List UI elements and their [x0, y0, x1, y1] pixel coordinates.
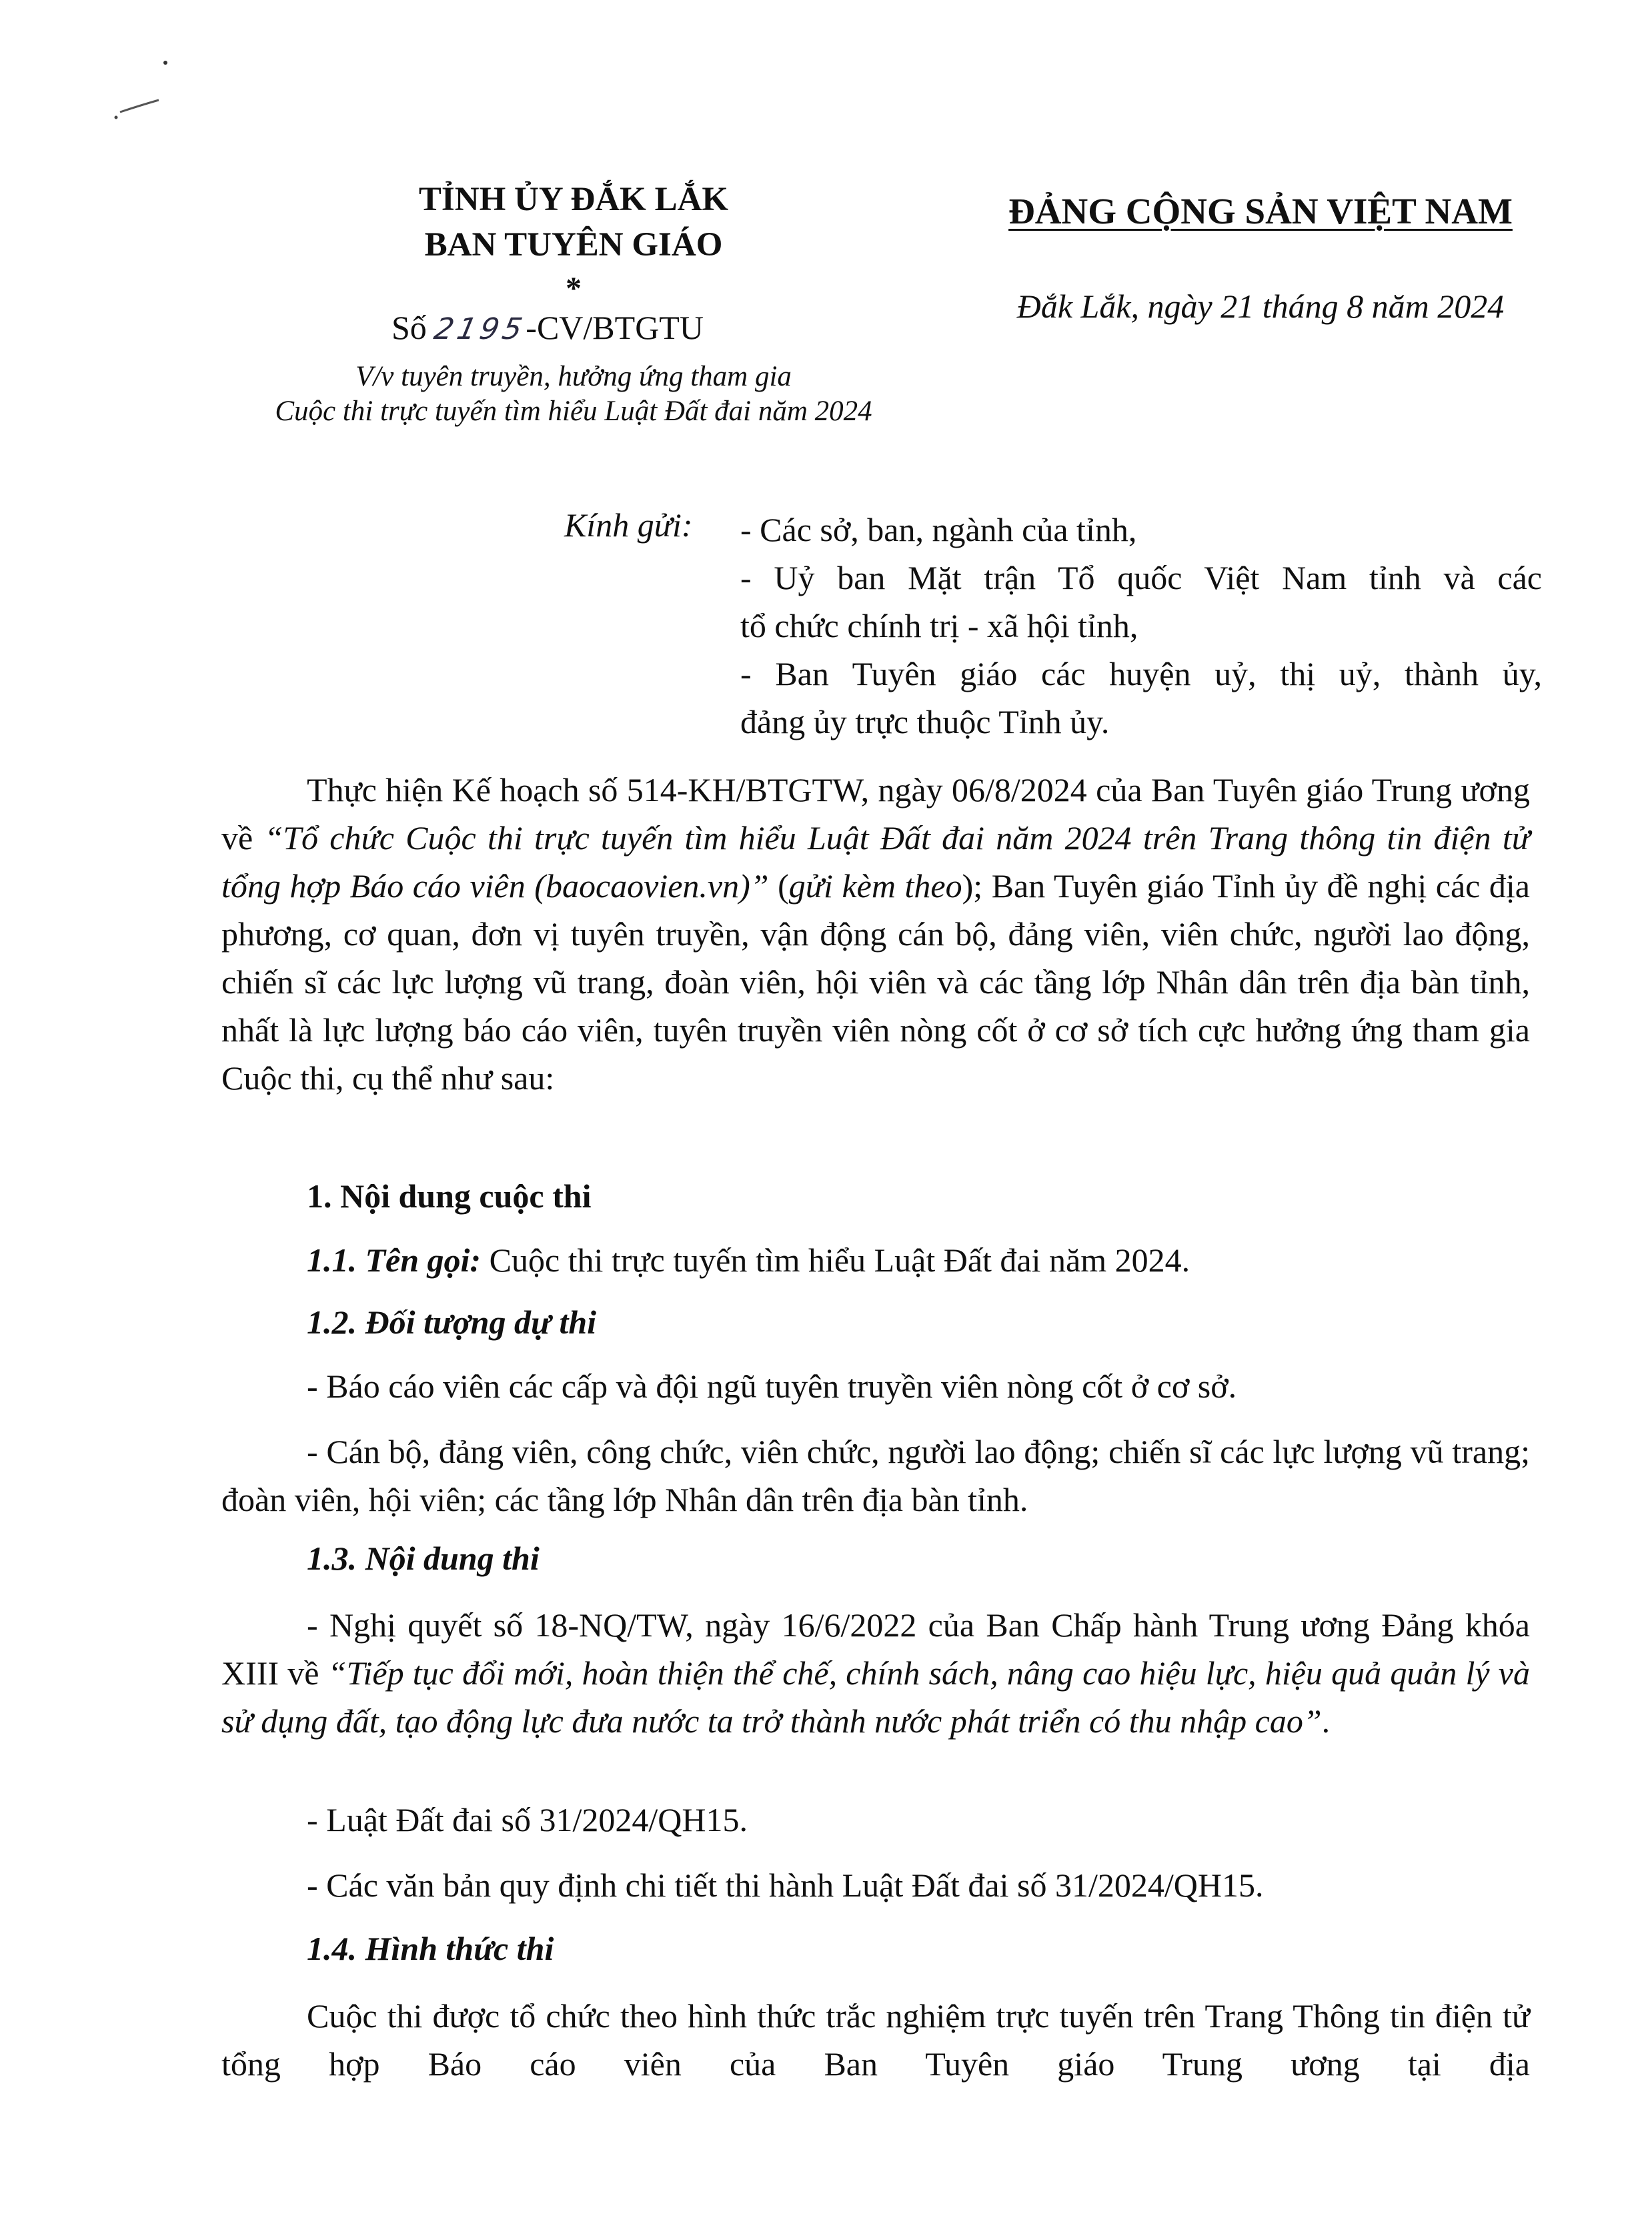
section-1-3-item: - Luật Đất đai số 31/2024/QH15. — [307, 1801, 748, 1838]
party-name — [967, 190, 1554, 232]
section-1-3-item-quote: “Tiếp tục đổi mới, hoàn thiện thể chế, chính sách, nâng cao hiệu lực, hiệu quả quản lý và sử dụng đất, tạo động lực đưa nước ta trở thành nước phát triển có thu nhập cao” — [221, 1654, 1530, 1740]
section-1-2-item: - Cán bộ, đảng viên, công chức, viên chức, người lao động; chiến sĩ các lực lượng vũ trang; đoàn viên, hội viên; các tầng lớp Nhân dân trên địa bàn tỉnh. — [221, 1433, 1530, 1518]
subject-line-1: V/v tuyên truyền, hưởng ứng tham gia — [355, 361, 792, 392]
number-prefix: Số — [391, 309, 427, 346]
section-1-3-item-end: . — [1321, 1702, 1331, 1740]
recipient-item: tổ chức chính trị - xã hội tỉnh, — [740, 607, 1138, 644]
recipients-label: Kính gửi: — [564, 506, 693, 544]
handwritten-number: 2195 — [431, 312, 530, 346]
section-1-heading: 1. Nội dung cuộc thi — [307, 1177, 592, 1215]
section-1-1-text: Cuộc thi trực tuyến tìm hiểu Luật Đất đai năm 2024. — [481, 1241, 1190, 1279]
section-1-2-heading — [221, 1298, 1615, 1346]
intro-text: Thực hiện Kế hoạch số 514-KH/BTGTW, ngày 06/8/2024 của Ban Tuyên giáo Trung ương về — [221, 771, 1530, 857]
section-1-4-heading — [221, 1924, 1615, 1973]
intro-text: ( — [768, 867, 789, 905]
recipient-item: - Ban Tuyên giáo các huyện uỷ, thị uỷ, thành ủy, — [740, 655, 1542, 692]
intro-text: ); Ban Tuyên giáo Tỉnh ủy đề nghị các địa phương, cơ quan, đơn vị tuyên truyền, vận động cán bộ, đảng viên, viên chức, người lao động, chiến sĩ các lực lượng vũ trang, đoàn viên, hội viên và các tầng lớp Nhân dân trên địa bàn tỉnh, nhất là lực lượng báo cáo viên, tuyên truyền viên nòng cốt ở cơ sở tích cực hưởng ứng tham gia Cuộc thi, cụ thể như sau: — [221, 867, 1530, 1097]
section-1-4-title: 1.4. Hình thức thi — [307, 1930, 554, 1967]
section-1-4-text: Cuộc thi được tổ chức theo hình thức trắc nghiệm trực tuyến trên Trang Thông tin điện tử tổng hợp Báo cáo viên của Ban Tuyên giáo Trung ương tại địa — [221, 1997, 1530, 2083]
section-1-3-item — [221, 1601, 1530, 1745]
section-1-3-item-text: - Nghị quyết số 18-NQ/TW, ngày 16/6/2022 của Ban Chấp hành Trung ương Đảng khóa XIII về — [221, 1606, 1530, 1692]
scan-marks — [100, 53, 193, 133]
document-number — [391, 308, 704, 347]
section-1-1-label: 1.1. Tên gọi: — [307, 1241, 482, 1279]
section-1-2-item: - Báo cáo viên các cấp và đội ngũ tuyên truyền viên nòng cốt ở cơ sở. — [307, 1367, 1237, 1405]
intro-paragraph — [221, 766, 1530, 1102]
issuer-star: * — [566, 271, 582, 306]
section-1-3-heading — [221, 1534, 1615, 1582]
section-1-3-title: 1.3. Nội dung thi — [307, 1540, 540, 1577]
section-1-2-title: 1.2. Đối tượng dự thi — [307, 1303, 597, 1341]
issuer-dept: BAN TUYÊN GIÁO — [424, 226, 723, 263]
section-1-1 — [221, 1236, 1615, 1284]
place-date: Đắk Lắk, ngày 21 tháng 8 năm 2024 — [1016, 288, 1505, 325]
number-suffix: -CV/BTGTU — [526, 309, 704, 346]
subject-line-2: Cuộc thi trực tuyến tìm hiểu Luật Đất đai năm 2024 — [275, 396, 872, 427]
recipient-item: đảng ủy trực thuộc Tỉnh ủy. — [740, 703, 1110, 740]
section-1-3-item: - Các văn bản quy định chi tiết thi hành Luật Đất đai số 31/2024/QH15. — [307, 1866, 1264, 1904]
party-name-text: ĐẢNG CỘNG SẢN VIỆT NAM — [1008, 191, 1513, 231]
recipient-item: - Uỷ ban Mặt trận Tổ quốc Việt Nam tỉnh và các — [740, 559, 1542, 596]
recipient-item: - Các sở, ban, ngành của tỉnh, — [740, 511, 1137, 548]
recipients-list — [740, 506, 1542, 746]
issuer-org: TỈNH ỦY ĐẮK LẮK — [418, 181, 729, 218]
intro-quote: “Tổ chức Cuộc thi trực tuyến tìm hiểu Luật Đất đai năm 2024 trên Trang thông tin điện tử tổng hợp Báo cáo viên (baocaovien.vn)” — [221, 819, 1530, 905]
intro-attached-note: gửi kèm theo — [788, 867, 962, 905]
